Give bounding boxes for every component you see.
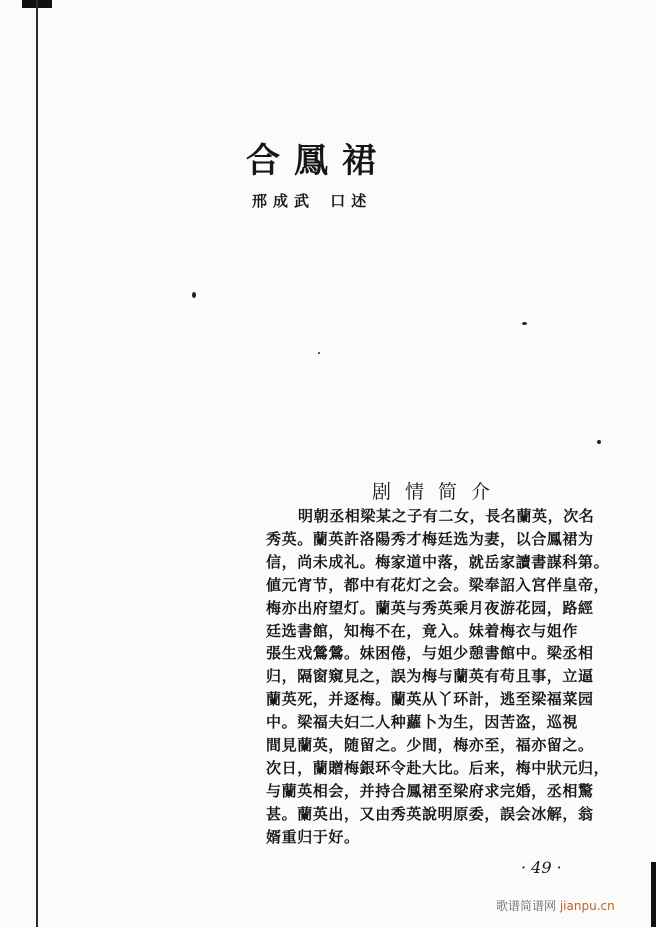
author-name: 邢成武 [252,192,316,210]
scan-speck [192,292,196,298]
text-line: 秀英。蘭英許洛陽秀才梅廷选为妻，以合鳳裙为 [266,529,594,548]
text-line: 次日，蘭贈梅銀环令赴大比。后来，梅中狀元归， [266,758,610,777]
text-line: 婿重归于好。 [266,827,360,846]
text-line: 中。梁福夫妇二人种蘿卜为生，因苦盗，巡視 [266,713,579,732]
scan-artifact [651,862,656,927]
synopsis-text [266,505,616,849]
text-line: 梅亦出府望灯。蘭英与秀英乘月夜游花园，路經 [266,598,594,617]
text-line: 値元宵节，都中有花灯之会。梁奉詔入宮伴皇帝， [266,575,610,594]
text-line: 廷选書館，知梅不在，竟入。妹着梅衣与姐作 [266,621,579,640]
text-line: 蘭英死，并逐梅。蘭英从丫环計，逃至梁福菜园 [266,690,594,709]
page-title: 合鳳裙 [246,141,390,181]
scan-speck [597,440,601,444]
page-edge-line [36,0,38,927]
scan-speck [318,352,320,354]
watermark [496,897,615,914]
section-heading: 剧情简介 [372,481,505,503]
scan-speck [522,322,527,325]
page-number: · 49 · [521,858,562,877]
watermark-en: jianpu.cn [559,899,615,913]
author-line [252,190,382,211]
watermark-cn: 歌谱简谱网 [496,899,557,913]
text-line: 甚。蘭英出，又由秀英說明原委，誤会冰解，翁 [266,804,594,823]
text-line: 間見蘭英，随留之。少間，梅亦至，福亦留之。 [266,736,594,755]
text-line: 張生戏鶯鶯。妹困倦，与姐少憩書館中。梁丞相 [266,644,594,663]
text-line: 信，尚未成礼。梅家道中落，就岳家讀書謀科第。 [266,552,610,571]
text-line: 与蘭英相会，并持合鳳裙至梁府求完婚，丞相驚 [266,781,594,800]
text-line: 归，隔窗窺見之，誤为梅与蘭英有苟且事，立逼 [266,667,594,686]
author-role: 口述 [330,192,373,210]
text-line: 明朝丞相梁某之子有二女，長名蘭英，次名 [298,507,595,525]
